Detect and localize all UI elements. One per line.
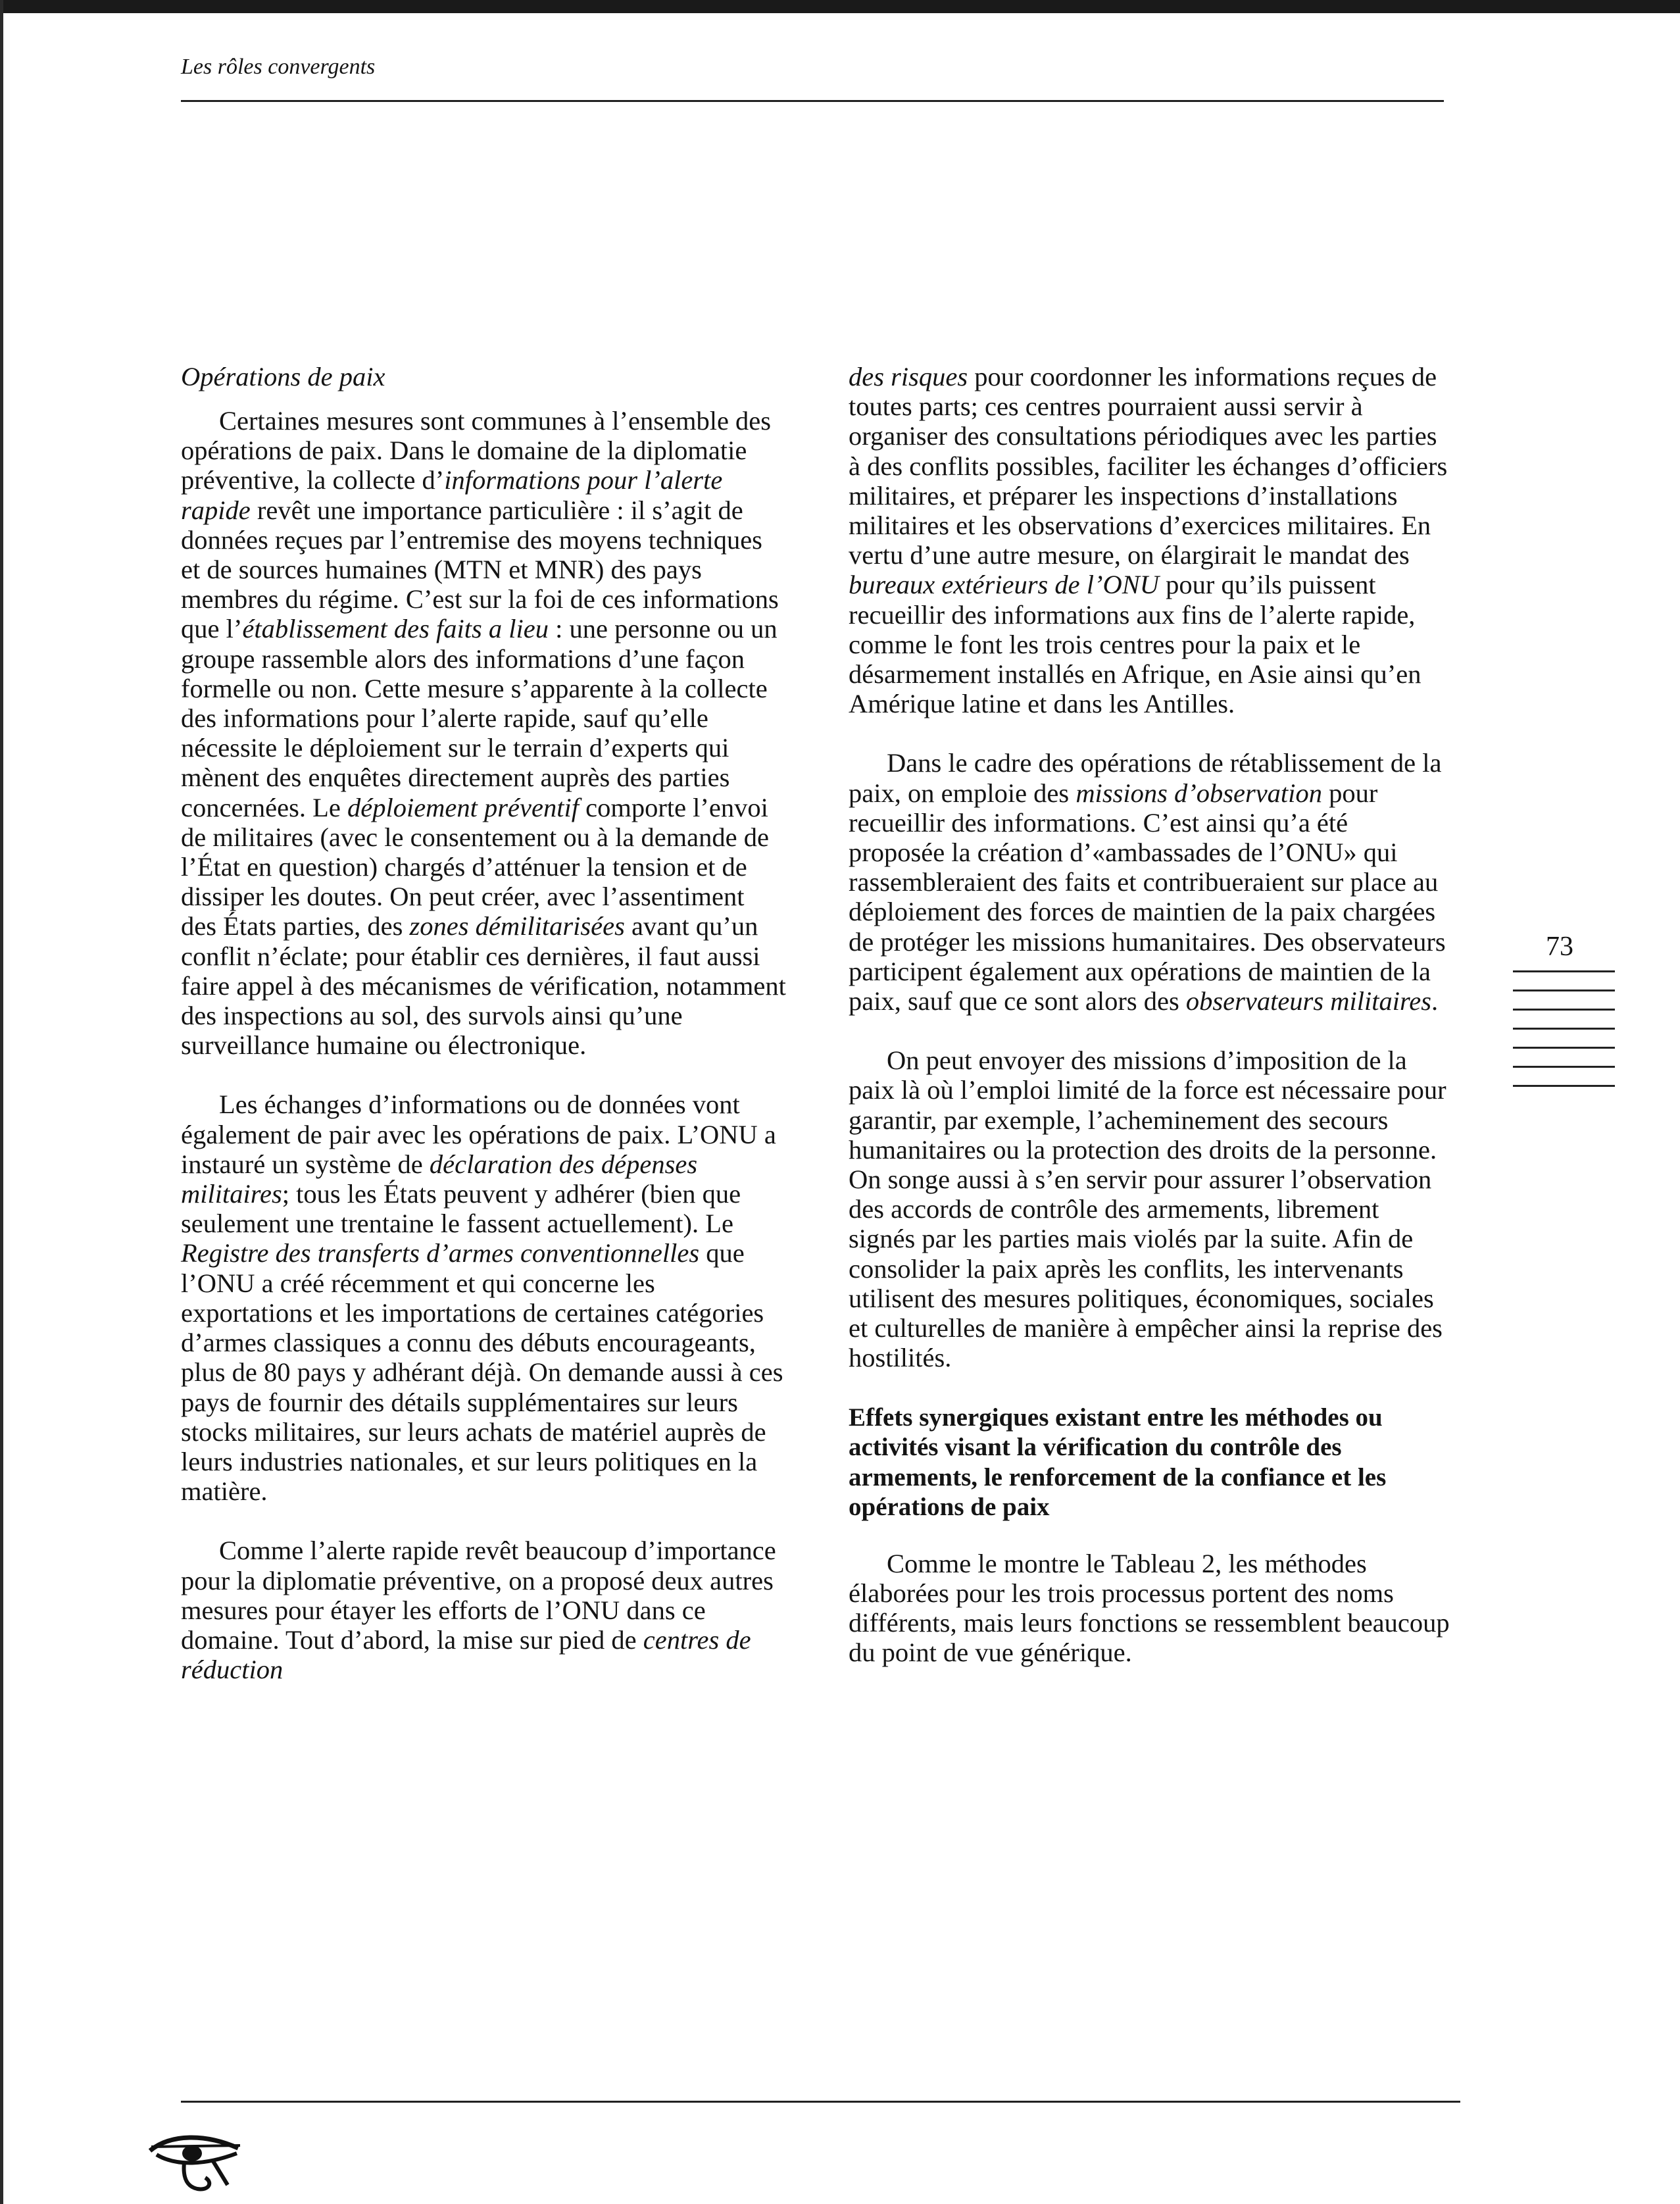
- section-title-operations-de-paix: Opérations de paix: [181, 362, 385, 391]
- paragraph-retablissement-paix: Dans le cadre des opérations de rétablissement de la paix, on emploie des missions d’observation pour recueillir des informations. C’est ainsi qu’a été proposée la création d’«ambassades de l’ONU» qui rassembleraient des faits et contribueraient sur place au déploiement des forces de maintien de la paix chargées de protéger les missions humanitaires. Des observateurs participent également aux opérations de maintien de la paix, sauf que ce sont alors des observateurs militaires.: [849, 748, 1446, 1016]
- paragraph-mesures-communes: Certaines mesures sont communes à l’ensemble des opérations de paix. Dans le domaine de la diplomatie préventive, la collecte d’informations pour l’alerte rapide revêt une importance particulière : il s’agit de données reçues par l’entremise des moyens techniques et de sources humaines (MTN et MNR) des pays membres du régime. C’est sur la foi de ces informations que l’établissement des faits a lieu : une personne ou un groupe rassemble alors des informations d’une façon formelle ou non. Cette mesure s’apparente à la collecte des informations pour l’alerte rapide, sauf qu’elle nécessite le déploiement sur le terrain d’experts qui mènent des enquêtes directement auprès des parties concernées. Le déploiement préventif comporte l’envoi de militaires (avec le consentement ou à la demande de l’État en question) chargés d’atténuer la tension et de dissiper les doutes. On peut créer, avec l’assentiment des États parties, des zones démilitarisées avant qu’un conflit n’éclate; pour établir ces dernières, il faut aussi faire appel à des mécanismes de vérification, notamment des inspections au sol, des survols ainsi qu’une surveillance humaine ou électronique.: [181, 406, 786, 1061]
- footer-rule: [181, 2101, 1460, 2103]
- scan-edge-left: [0, 0, 3, 2204]
- scan-edge-top: [0, 0, 1680, 13]
- paragraph-centres-reduction-risques: des risques pour coordonner les informations reçues de toutes parts; ces centres pourraient aussi servir à organiser des consultations périodiques avec les parties à des conflits possibles, faciliter les échanges d’officiers militaires, et préparer les inspections d’installations militaires et les observations d’exercices militaires. En vertu d’une autre mesure, on élargirait le mandat des bureaux extérieurs de l’ONU pour qu’ils puissent recueillir des informations aux fins de l’alerte rapide, comme le font les trois centres pour la paix et le désarmement installés en Afrique, en Asie ainsi qu’en Amérique latine et dans les Antilles.: [849, 362, 1448, 719]
- margin-rules-decoration: [1513, 970, 1615, 1104]
- left-column: [181, 362, 786, 1714]
- header-rule: [181, 100, 1444, 102]
- running-head: Les rôles convergents: [181, 55, 376, 79]
- paragraph-tableau-2: Comme le montre le Tableau 2, les méthodes élaborées pour les trois processus portent des noms différents, mais leurs fonctions se ressemblent beaucoup du point de vue générique.: [849, 1548, 1450, 1668]
- paragraph-echanges-informations: Les échanges d’informations ou de données vont également de pair avec les opérations de paix. L’ONU a instauré un système de déclaration des dépenses militaires; tous les États peuvent y adhérer (bien que seulement une trentaine le fassent actuellement). Le Registre des transferts d’armes conventionnelles que l’ONU a créé récemment et qui concerne les exportations et les importations de certaines catégories d’armes classiques a connu des débuts encourageants, plus de 80 pays y adhérant déjà. On demande aussi à ces pays de fournir des détails supplémentaires sur leurs stocks militaires, sur leurs achats de matériel auprès de leurs industries nationales, et sur leurs politiques en la matière.: [181, 1089, 783, 1507]
- page-number: 73: [1546, 932, 1573, 962]
- right-column: [849, 362, 1450, 1697]
- eye-of-horus-logo: [145, 2128, 243, 2194]
- paragraph-imposition-paix: On peut envoyer des missions d’imposition de la paix là où l’emploi limité de la force est nécessaire pour garantir, par exemple, l’acheminement des secours humanitaires ou la protection des droits de la personne. On songe aussi à s’en servir pour assurer l’observation des accords de contrôle des armements, librement signés par les parties mais violés par la suite. Afin de consolider la paix après les conflits, les intervenants utilisent des mesures politiques, économiques, sociales et culturelles de manière à empêcher ainsi la reprise des hostilités.: [849, 1045, 1446, 1373]
- section-heading-effets-synergiques: Effets synergiques existant entre les méthodes ou activités visant la vérification du contrôle des armements, le renforcement de la confiance et les opérations de paix: [849, 1403, 1387, 1521]
- paragraph-alerte-rapide: Comme l’alerte rapide revêt beaucoup d’importance pour la diplomatie préventive, on a proposé deux autres mesures pour étayer les efforts de l’ONU dans ce domaine. Tout d’abord, la mise sur pied de centres de réduction: [181, 1536, 776, 1685]
